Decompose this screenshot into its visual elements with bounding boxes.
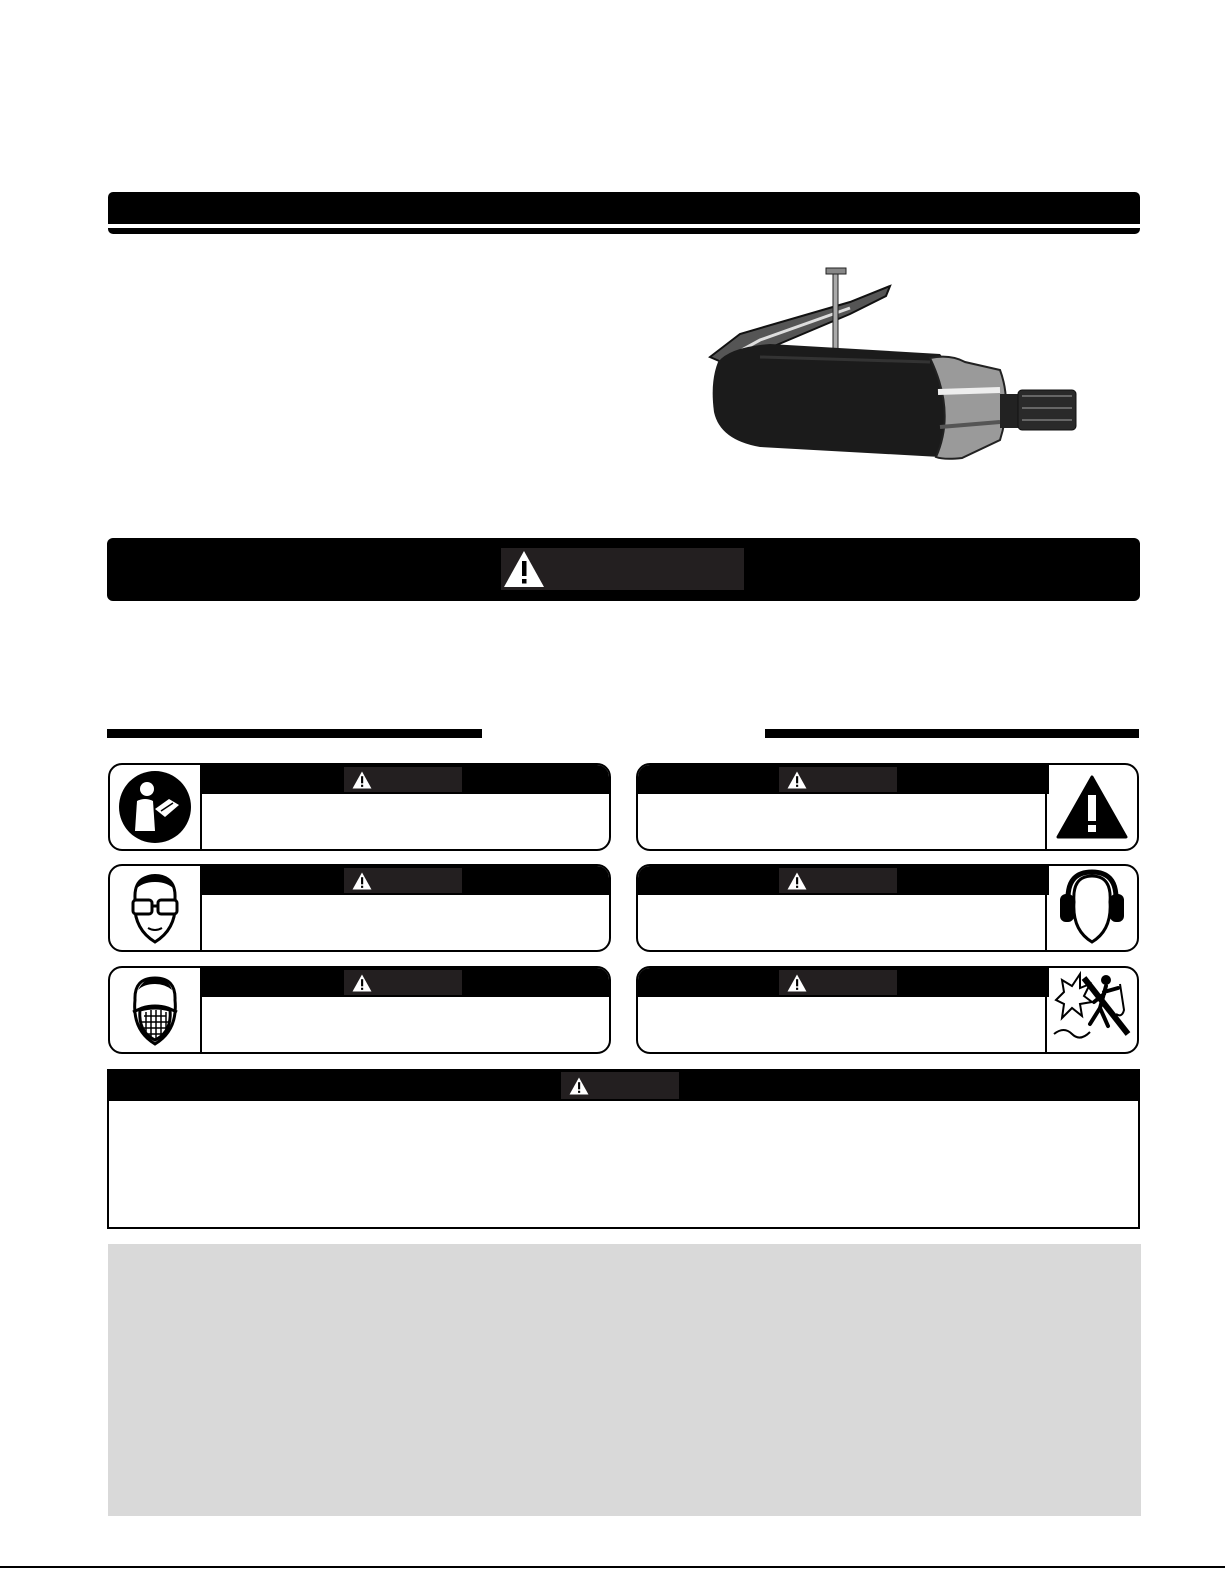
warning-box-explosion-hazard [636,966,1139,1054]
warning-triangle-icon [352,771,372,789]
warning-triangle-icon [787,974,807,992]
product-image [700,262,1140,472]
notice-label [561,1072,679,1099]
explosion-hazard-icon [1050,970,1134,1050]
main-warning-label [501,548,744,590]
safety-alert-icon [1056,775,1128,839]
warning-box-hearing-protection [636,864,1139,952]
ear-muffs-icon [1056,868,1128,948]
warning-header [202,866,611,895]
footer-rule [0,1566,1225,1568]
icon-cell [1045,866,1137,950]
warning-label [779,970,897,995]
warning-box-safety-alert [636,763,1139,851]
gray-panel [108,1244,1141,1516]
warning-box-read-manual [108,763,611,851]
warning-header [638,765,1049,794]
read-manual-icon [117,769,193,845]
warning-triangle-icon [352,872,372,890]
warning-label [344,868,462,893]
warning-label [344,767,462,792]
warning-label [344,970,462,995]
warning-triangle-icon [352,974,372,992]
warning-box-respirator [108,966,611,1054]
notice-header [109,1071,1138,1101]
warning-triangle-icon [787,771,807,789]
warning-header [202,968,611,997]
icon-cell [1045,968,1137,1052]
warning-label [779,767,897,792]
icon-cell [110,765,202,849]
icon-cell [1045,765,1137,849]
icon-cell [110,866,202,950]
warning-box-eye-protection [108,864,611,952]
title-bar [108,192,1140,224]
section-rule-left [107,729,482,738]
dust-mask-icon [120,970,190,1050]
warning-label [779,868,897,893]
warning-triangle-icon [503,550,545,588]
notice-box [107,1069,1140,1229]
safety-goggles-icon [120,868,190,948]
warning-header [202,765,611,794]
warning-triangle-icon [787,872,807,890]
section-rule-right [765,729,1139,738]
warning-header [638,866,1049,895]
icon-cell [110,968,202,1052]
title-rule [108,228,1140,234]
warning-header [638,968,1049,997]
warning-triangle-icon [569,1077,589,1095]
die-grinder-icon [700,262,1140,472]
